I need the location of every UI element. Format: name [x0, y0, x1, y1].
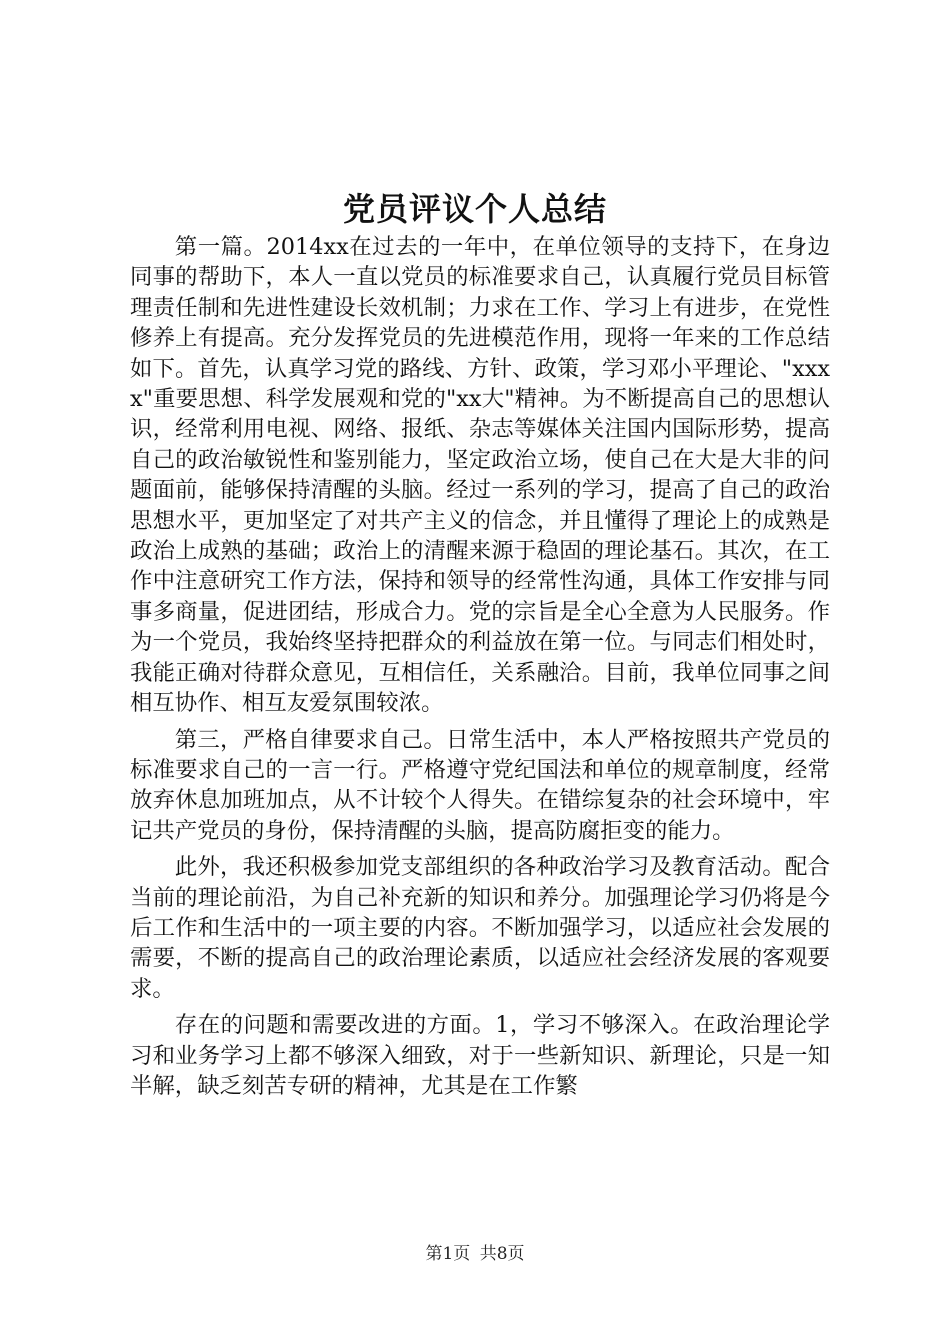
- paragraph-2: 第三，严格自律要求自己。日常生活中，本人严格按照共产党员的标准要求自己的一言一行。严格遵守党纪国法和单位的规章制度，经常放弃休息加班加点，从不计较个人得失。在错综复杂的社会环境中，牢记共产党员的身份，保持清醒的头脑，提高防腐拒变的能力。: [130, 726, 830, 844]
- page-number-current: 第1页: [425, 1244, 471, 1264]
- paragraph-1: 第一篇。2014xx在过去的一年中，在单位领导的支持下，在身边同事的帮助下，本人一直以党员的标准要求自己，认真履行党员目标管理责任制和先进性建设长效机制；力求在工作、学习上有进步，在党性修养上有提高。充分发挥党员的先进模范作用，现将一年来的工作总结如下。首先，认真学习党的路线、方针、政策，学习邓小平理论、"xxxx"重要思想、科学发展观和党的"xx大"精神。为不断提高自己的思想认识，经常利用电视、网络、报纸、杂志等媒体关注国内国际形势，提高自己的政治敏锐性和鉴别能力，坚定政治立场，使自己在大是大非的问题面前，能够保持清醒的头脑。经过一系列的学习，提高了自己的政治思想水平，更加坚定了对共产主义的信念，并且懂得了理论上的成熟是政治上成熟的基础；政治上的清醒来源于稳固的理论基石。其次，在工作中注意研究工作方法，保持和领导的经常性沟通，具体工作安排与同事多商量，促进团结，形成合力。党的宗旨是全心全意为人民服务。作为一个党员，我始终坚持把群众的利益放在第一位。与同志们相处时，我能正确对待群众意见，互相信任，关系融洽。目前，我单位同事之间相互协作、相互友爱氛围较浓。: [130, 234, 830, 717]
- paragraph-3: 此外，我还积极参加党支部组织的各种政治学习及教育活动。配合当前的理论前沿，为自己补充新的知识和养分。加强理论学习仍将是今后工作和生活中的一项主要的内容。不断加强学习，以适应社会发展的需要，不断的提高自己的政治理论素质，以适应社会经济发展的客观要求。: [130, 854, 830, 1002]
- page-title: 党员评议个人总结: [342, 190, 607, 228]
- document-body: [130, 232, 830, 1107]
- page-number-total: 共8页: [479, 1244, 525, 1264]
- paragraph-4: 存在的问题和需要改进的方面。1，学习不够深入。在政治理论学习和业务学习上都不够深入细致，对于一些新知识、新理论，只是一知半解，缺乏刻苦专研的精神，尤其是在工作繁: [130, 1012, 830, 1099]
- page-footer: [0, 1240, 950, 1268]
